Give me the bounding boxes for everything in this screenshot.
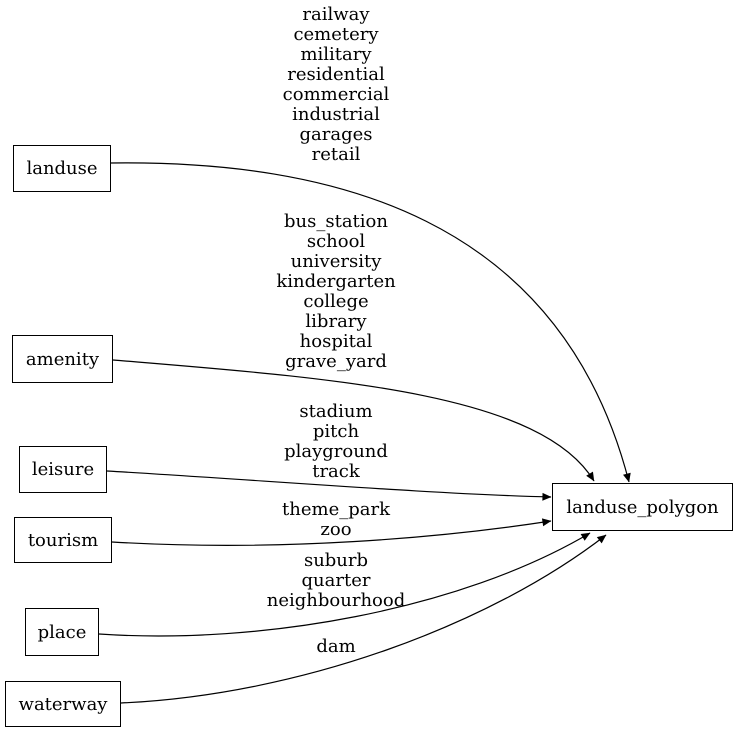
node-tourism [14, 517, 112, 563]
node-tourism-label: tourism [27, 529, 99, 551]
edge-label-tourism-values: theme_park zoo [282, 499, 390, 540]
node-place [25, 608, 99, 656]
node-amenity [12, 335, 113, 383]
node-leisure [19, 446, 107, 493]
node-amenity-label: amenity [25, 348, 100, 370]
node-landuse_polygon [552, 483, 733, 531]
node-waterway-label: waterway [18, 693, 108, 715]
edge-label-landuse-values: railway cemetery military residential commercial industrial garages retail [282, 4, 390, 165]
edge-label-leisure-values: stadium pitch playground track [284, 401, 388, 482]
edge-label-amenity-values: bus_station school university kindergarten college library hospital grave_yard [276, 211, 396, 372]
node-landuse-label: landuse [26, 158, 98, 179]
edge-label-waterway-values: dam [316, 636, 356, 657]
node-landuse [13, 145, 111, 192]
node-leisure-label: leisure [31, 459, 95, 480]
node-place-label: place [37, 621, 87, 643]
node-landuse_polygon-label: landuse_polygon [566, 496, 719, 518]
node-waterway [5, 681, 121, 727]
edge-label-place-values: suburb quarter neighbourhood [266, 550, 406, 611]
